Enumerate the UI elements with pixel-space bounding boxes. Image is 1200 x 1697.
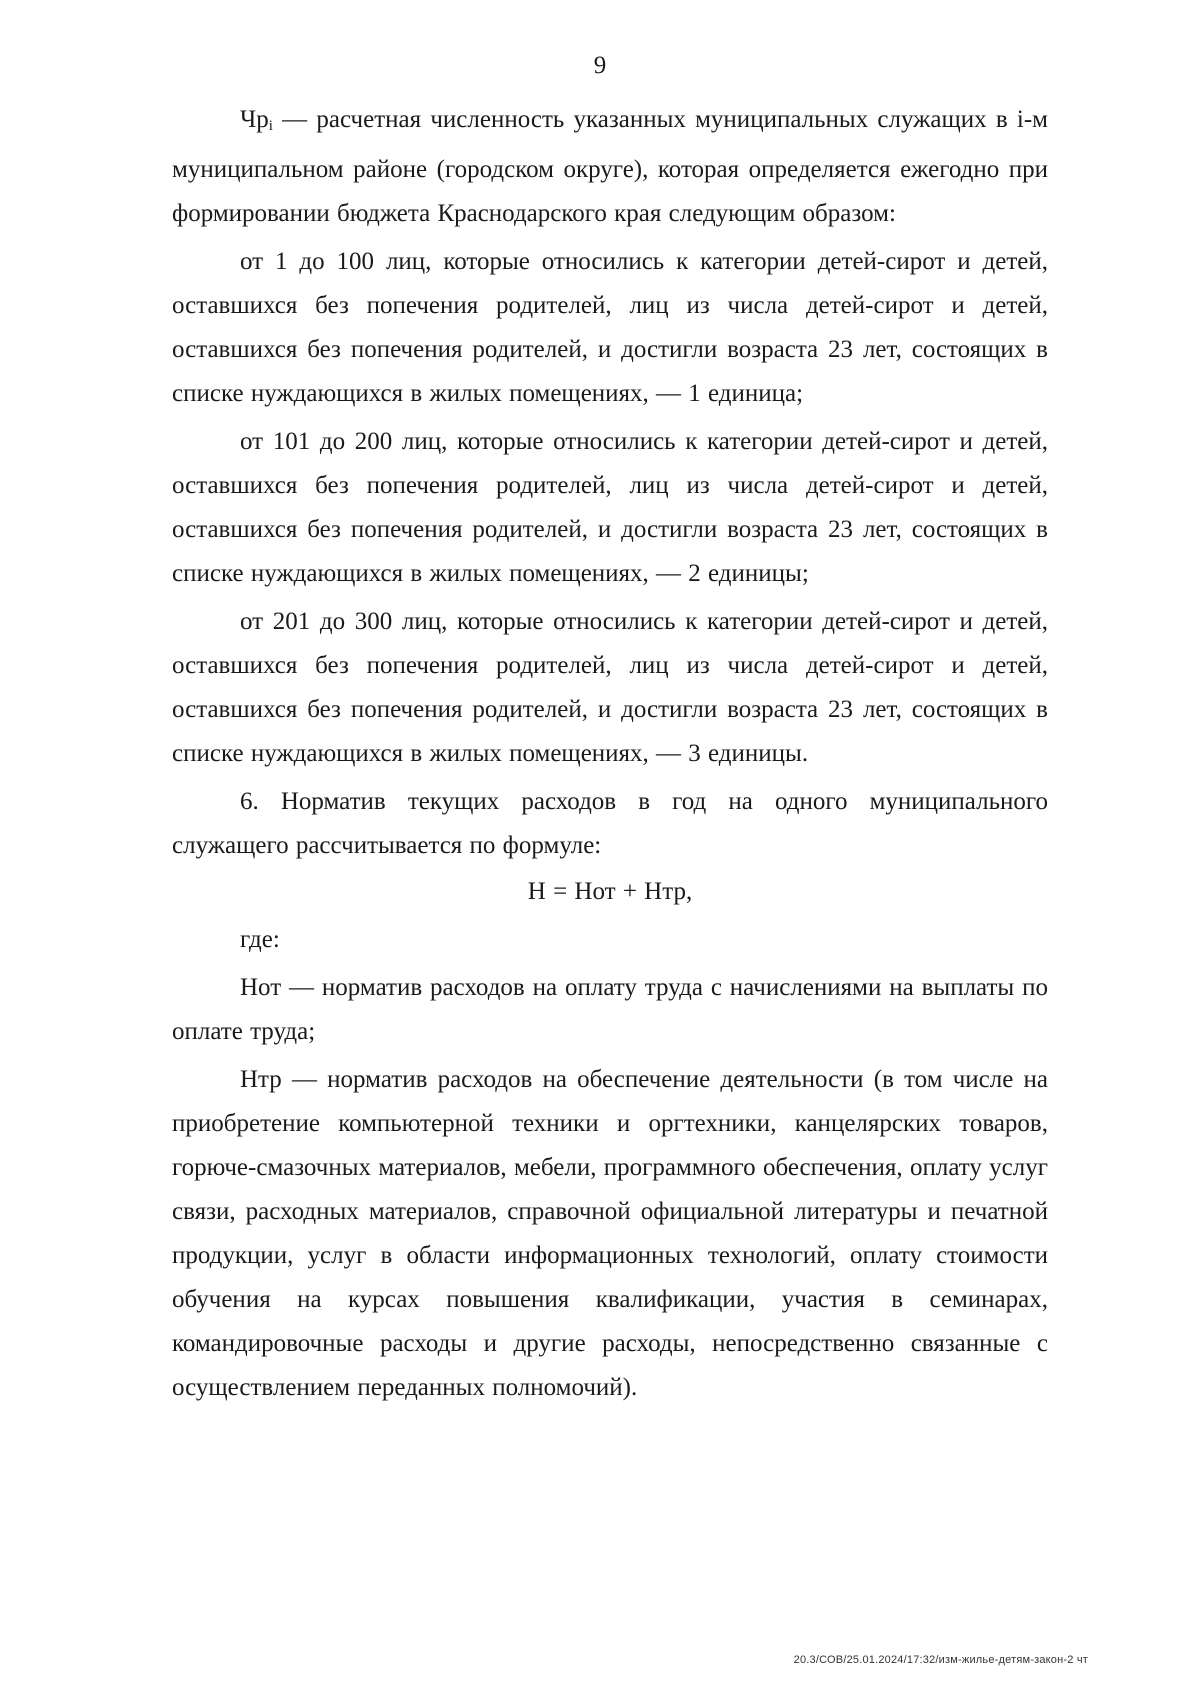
page-number: 9 [593, 52, 607, 79]
document-footer-code: 20.3/СОВ/25.01.2024/17:32/изм-жилье-детям-закон-2 чт [793, 1654, 1088, 1666]
formula: Н = Нот + Нтр, [527, 878, 693, 905]
paragraph-item-6: 6. Норматив текущих расходов в год на одного муниципального служащего рассчитывается по формуле: [172, 788, 1048, 859]
paragraph-definition-ntr: Нтр — норматив расходов на обеспечение деятельности (в том числе на приобретение компьютерной техники и оргтехники, канцелярских товаров, горюче-смазочных материалов, мебели, программного обеспечения, оплату услуг связи, расходных материалов, справочной официальной литературы и печатной продукции, услуг в области информационных технологий, оплату стоимости обучения на курсах повышения квалификации, участия в семинарах, командировочные расходы и другие расходы, непосредственно связанные с осуществлением переданных полномочий). [172, 1066, 1048, 1401]
document-body [172, 98, 1048, 1410]
paragraph-definition-not: Нот — норматив расходов на оплату труда с начислениями на выплаты по оплате труда; [172, 974, 1048, 1045]
paragraph-definition-chr [172, 98, 1048, 236]
symbol-chr-subscript: i [268, 118, 273, 134]
where-label: где: [240, 926, 280, 953]
paragraph-range-1-100: от 1 до 100 лиц, которые относились к категории детей-сирот и детей, оставшихся без попечения родителей, лиц из числа детей-сирот и детей, оставшихся без попечения родителей, и достигли возраста 23 лет, состоящих в списке нуждающихся в жилых помещениях, — 1 единица; [172, 248, 1048, 407]
paragraph-range-201-300: от 201 до 300 лиц, которые относились к категории детей-сирот и детей, оставшихся без попечения родителей, лиц из числа детей-сирот и детей, оставшихся без попечения родителей, и достигли возраста 23 лет, состоящих в списке нуждающихся в жилых помещениях, — 3 единицы. [172, 608, 1048, 767]
definition-chr-text: — расчетная численность указанных муниципальных служащих в i-м муниципальном районе (городском округе), которая определяется ежегодно при формировании бюджета Краснодарского края следующим образом: [172, 106, 1048, 227]
paragraph-range-101-200: от 101 до 200 лиц, которые относились к категории детей-сирот и детей, оставшихся без попечения родителей, лиц из числа детей-сирот и детей, оставшихся без попечения родителей, и достигли возраста 23 лет, состоящих в списке нуждающихся в жилых помещениях, — 2 единицы; [172, 428, 1048, 587]
symbol-chr: Чр [240, 106, 269, 133]
